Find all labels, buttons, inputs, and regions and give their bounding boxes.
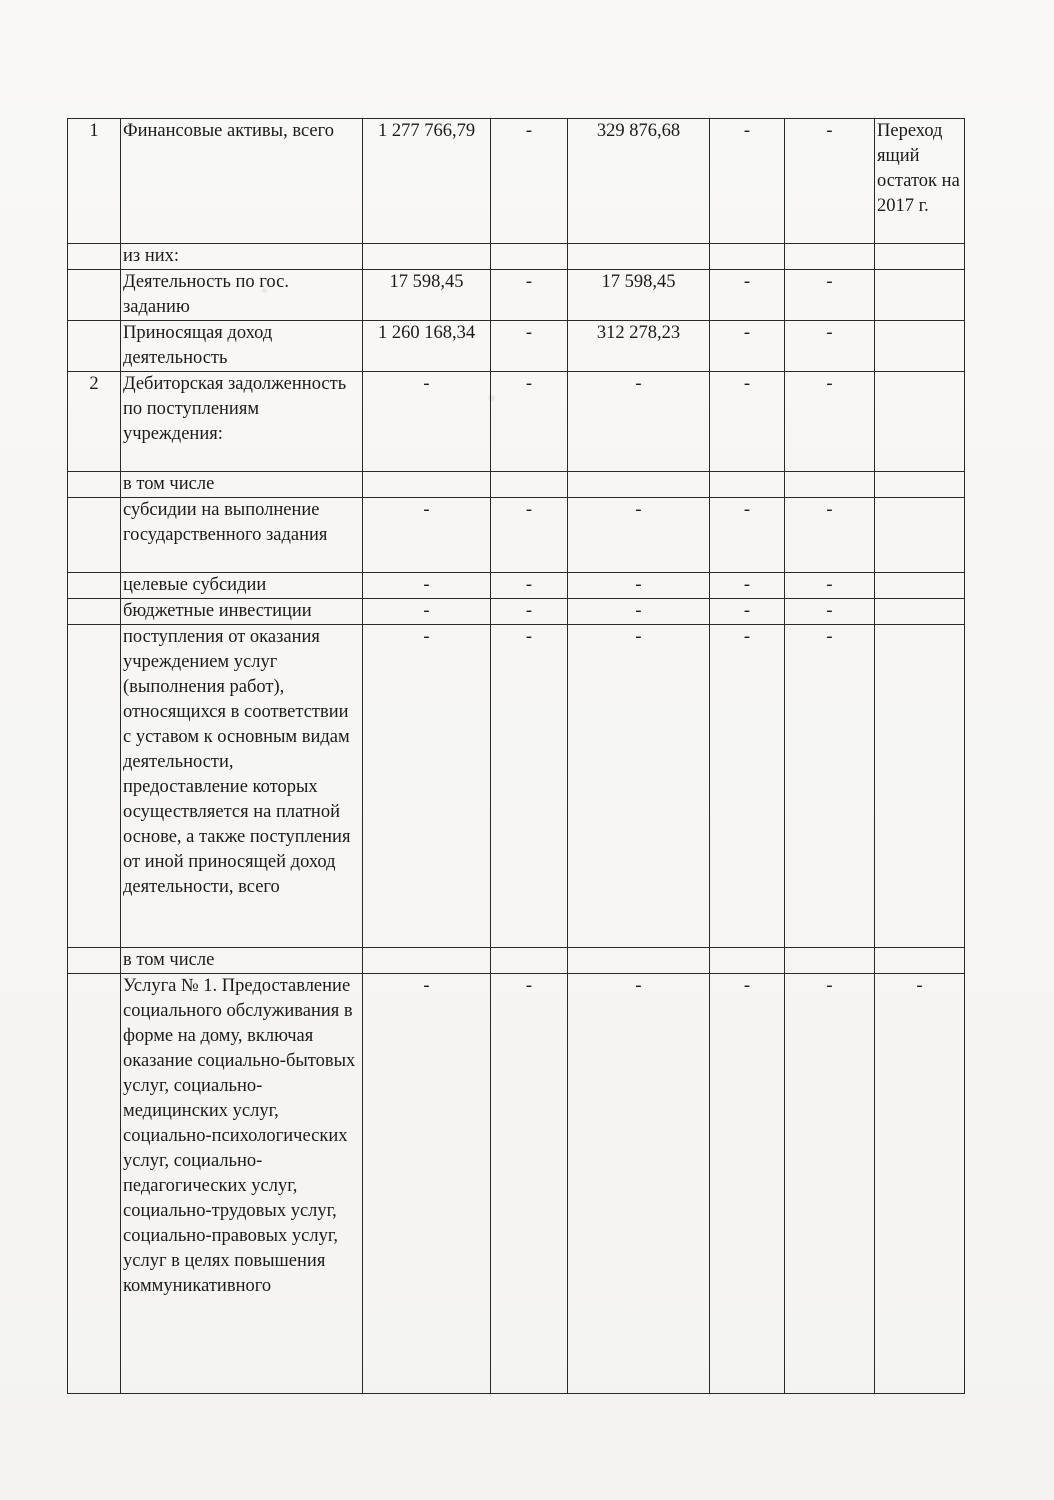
value-col-4: - <box>710 498 785 573</box>
value-col-3 <box>568 472 710 498</box>
row-number <box>68 625 121 948</box>
value-col-5: - <box>785 573 875 599</box>
value-col-2: - <box>491 270 568 321</box>
table-row <box>68 573 965 599</box>
value-col-5 <box>785 244 875 270</box>
value-col-1: - <box>363 599 491 625</box>
value-col-3: - <box>568 599 710 625</box>
table-row <box>68 625 965 948</box>
row-note <box>875 270 965 321</box>
value-col-2: - <box>491 321 568 372</box>
value-col-1 <box>363 244 491 270</box>
value-col-1 <box>363 948 491 974</box>
value-col-2: - <box>491 573 568 599</box>
row-note <box>875 372 965 472</box>
value-col-2: - <box>491 119 568 244</box>
row-name: Деятельность по гос. заданию <box>121 270 363 321</box>
value-col-3: - <box>568 974 710 1394</box>
value-col-5 <box>785 472 875 498</box>
row-name: целевые субсидии <box>121 573 363 599</box>
table-row <box>68 599 965 625</box>
row-name: из них: <box>121 244 363 270</box>
table-row <box>68 948 965 974</box>
value-col-5: - <box>785 372 875 472</box>
row-note: - <box>875 974 965 1394</box>
value-col-1: - <box>363 372 491 472</box>
row-number <box>68 244 121 270</box>
row-number: 1 <box>68 119 121 244</box>
value-col-3: - <box>568 625 710 948</box>
row-number <box>68 472 121 498</box>
value-col-4 <box>710 244 785 270</box>
row-name: Приносящая доход деятельность <box>121 321 363 372</box>
value-col-1: 17 598,45 <box>363 270 491 321</box>
value-col-4: - <box>710 625 785 948</box>
value-col-3: - <box>568 573 710 599</box>
value-col-2: - <box>491 599 568 625</box>
value-col-2: - <box>491 498 568 573</box>
value-col-2 <box>491 472 568 498</box>
value-col-4: - <box>710 321 785 372</box>
row-note: Переход ящий остаток на 2017 г. <box>875 119 965 244</box>
row-number <box>68 573 121 599</box>
value-col-1: 1 277 766,79 <box>363 119 491 244</box>
value-col-1: - <box>363 974 491 1394</box>
row-number <box>68 321 121 372</box>
table-row <box>68 119 965 244</box>
table-row <box>68 270 965 321</box>
table-row <box>68 244 965 270</box>
value-col-5: - <box>785 498 875 573</box>
value-col-1: 1 260 168,34 <box>363 321 491 372</box>
value-col-1: - <box>363 573 491 599</box>
value-col-4: - <box>710 599 785 625</box>
table-row <box>68 498 965 573</box>
value-col-2: - <box>491 625 568 948</box>
value-col-3: 329 876,68 <box>568 119 710 244</box>
row-note <box>875 573 965 599</box>
row-name: Дебиторская задолженность по поступлениям учреждения: <box>121 372 363 472</box>
value-col-5: - <box>785 625 875 948</box>
value-col-5: - <box>785 119 875 244</box>
value-col-5: - <box>785 270 875 321</box>
table-row <box>68 472 965 498</box>
row-note <box>875 321 965 372</box>
value-col-3: - <box>568 372 710 472</box>
value-col-5: - <box>785 974 875 1394</box>
table-row <box>68 974 965 1394</box>
value-col-4 <box>710 472 785 498</box>
value-col-1: - <box>363 498 491 573</box>
row-note <box>875 625 965 948</box>
row-number: 2 <box>68 372 121 472</box>
value-col-1: - <box>363 625 491 948</box>
value-col-5: - <box>785 599 875 625</box>
row-note <box>875 244 965 270</box>
value-col-3: 312 278,23 <box>568 321 710 372</box>
value-col-4: - <box>710 573 785 599</box>
value-col-5: - <box>785 321 875 372</box>
value-col-4: - <box>710 119 785 244</box>
row-number <box>68 498 121 573</box>
table-row <box>68 372 965 472</box>
value-col-3: - <box>568 498 710 573</box>
table-row <box>68 321 965 372</box>
value-col-3 <box>568 244 710 270</box>
value-col-2: - <box>491 974 568 1394</box>
row-name: поступления от оказания учреждением услуг (выполнения работ), относящихся в соответствии с уставом к основным видам деятельности, предоставление которых осуществляется на платной основе, а также поступления от иной приносящей доход деятельности, всего <box>121 625 363 948</box>
row-name: субсидии на выполнение государственного задания <box>121 498 363 573</box>
row-note <box>875 472 965 498</box>
value-col-2 <box>491 244 568 270</box>
value-col-4: - <box>710 270 785 321</box>
value-col-4: - <box>710 372 785 472</box>
row-name: в том числе <box>121 948 363 974</box>
row-note <box>875 599 965 625</box>
value-col-2: - <box>491 372 568 472</box>
row-number <box>68 948 121 974</box>
row-name: в том числе <box>121 472 363 498</box>
value-col-3 <box>568 948 710 974</box>
value-col-1 <box>363 472 491 498</box>
value-col-5 <box>785 948 875 974</box>
value-col-4 <box>710 948 785 974</box>
row-note <box>875 498 965 573</box>
row-note <box>875 948 965 974</box>
row-name: бюджетные инвестиции <box>121 599 363 625</box>
value-col-4: - <box>710 974 785 1394</box>
value-col-3: 17 598,45 <box>568 270 710 321</box>
row-name: Финансовые активы, всего <box>121 119 363 244</box>
value-col-2 <box>491 948 568 974</box>
row-number <box>68 599 121 625</box>
row-number <box>68 974 121 1394</box>
row-number <box>68 270 121 321</box>
row-name: Услуга № 1. Предоставление социального обслуживания в форме на дому, включая оказание социально-бытовых услуг, социально-медицинских услуг, социально-психологических услуг, социально-педагогических услуг, социально-трудовых услуг, социально-правовых услуг, услуг в целях повышения коммуникативного <box>121 974 363 1394</box>
financial-assets-table <box>67 118 965 1394</box>
